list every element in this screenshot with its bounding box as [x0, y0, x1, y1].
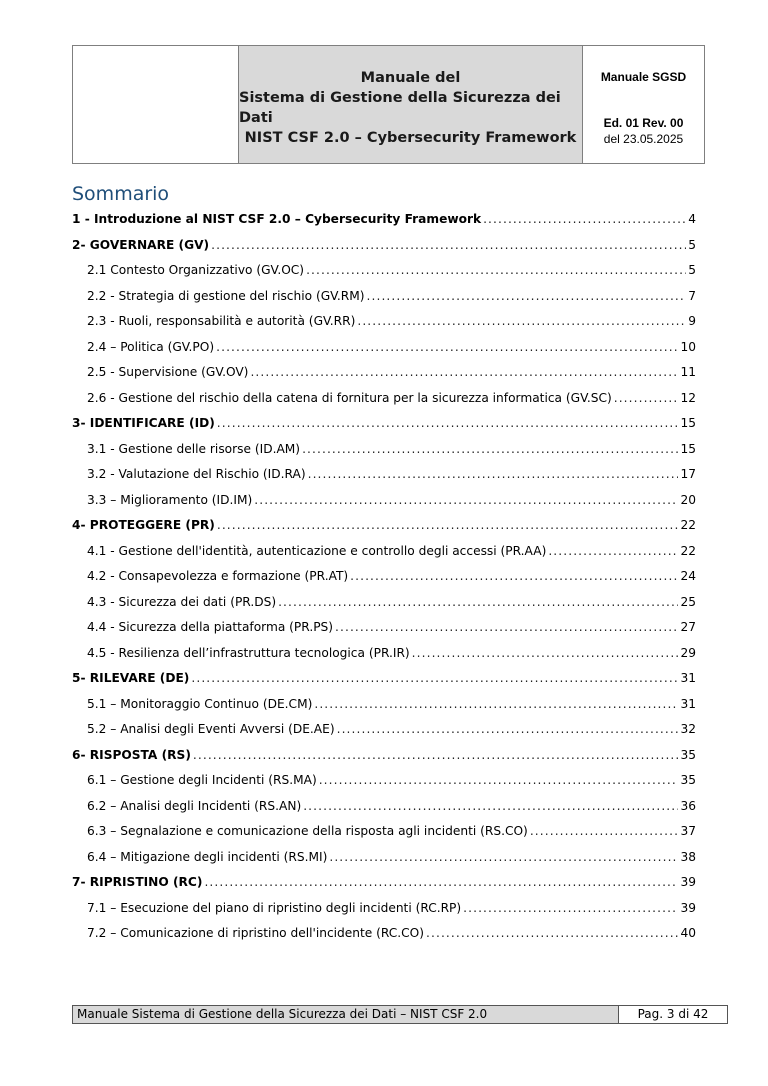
dot-leader — [250, 360, 678, 386]
dot-leader — [412, 641, 679, 667]
toc-entry-page: 5 — [688, 237, 696, 252]
toc-entry-page: 9 — [688, 314, 696, 328]
toc-entry-label: 6.2 – Analisi degli Incidenti (RS.AN) — [87, 798, 302, 813]
dot-leader — [211, 233, 686, 259]
table-of-contents — [72, 207, 696, 947]
toc-entry-page: 37 — [680, 824, 696, 838]
toc-entry-label: 4- PROTEGGERE (PR) — [72, 518, 215, 532]
toc-entry-label: 5.1 – Monitoraggio Continuo (DE.CM) — [87, 696, 313, 711]
toc-entry-label: 3- IDENTIFICARE (ID) — [72, 416, 215, 430]
toc-subsection-link[interactable] — [72, 335, 696, 361]
dot-leader — [319, 768, 679, 794]
dot-leader — [308, 462, 679, 488]
toc-entry-page: 25 — [680, 594, 696, 609]
toc-subsection-link[interactable] — [72, 615, 696, 641]
toc-entry-page: 22 — [680, 518, 696, 532]
dot-leader — [217, 513, 679, 539]
dot-leader — [191, 666, 678, 692]
toc-subsection-link[interactable] — [72, 564, 696, 590]
header-title-line: Sistema di Gestione della Sicurezza dei Dati — [239, 89, 561, 126]
toc-entry-label: 2.3 - Ruoli, responsabilità e autorità (GV.RR) — [87, 314, 356, 328]
toc-section-link[interactable] — [72, 666, 696, 692]
toc-subsection-link[interactable] — [72, 845, 696, 871]
toc-entry-label: 2.5 - Supervisione (GV.OV) — [87, 365, 249, 379]
toc-entry-label: 3.2 - Valutazione del Rischio (ID.RA) — [87, 467, 306, 481]
toc-entry-page: 38 — [680, 849, 696, 864]
toc-subsection-link[interactable] — [72, 590, 696, 616]
toc-entry-label: 6.1 – Gestione degli Incidenti (RS.MA) — [87, 773, 317, 787]
toc-title: Sommario — [72, 183, 170, 205]
dot-leader — [217, 411, 679, 437]
toc-entry-page: 15 — [680, 441, 696, 456]
toc-entry-label: 7- RIPRISTINO (RC) — [72, 875, 203, 889]
dot-leader — [350, 564, 678, 590]
toc-subsection-link[interactable] — [72, 768, 696, 794]
dot-leader — [335, 615, 678, 641]
dot-leader — [548, 539, 678, 565]
toc-entry-page: 17 — [680, 467, 696, 481]
toc-entry-page: 15 — [680, 416, 696, 430]
dot-leader — [306, 258, 686, 284]
toc-subsection-link[interactable] — [72, 819, 696, 845]
toc-entry-label: 7.1 – Esecuzione del piano di ripristino degli incidenti (RC.RP) — [87, 900, 462, 915]
dot-leader — [483, 207, 686, 233]
dot-leader — [367, 284, 687, 310]
edition-date: del 23.05.2025 — [603, 132, 684, 146]
document-header — [72, 45, 705, 164]
toc-entry-page: 12 — [680, 390, 696, 405]
dot-leader — [314, 692, 678, 718]
toc-section-link[interactable] — [72, 411, 696, 437]
toc-entry-page: 27 — [680, 620, 696, 634]
toc-entry-label: 6- RISPOSTA (RS) — [72, 747, 191, 762]
toc-subsection-link[interactable] — [72, 360, 696, 386]
header-title-line: Manuale del — [360, 69, 461, 86]
toc-entry-page: 4 — [688, 212, 696, 226]
toc-subsection-link[interactable] — [72, 896, 696, 922]
page-number: Pag. 3 di 42 — [637, 1007, 709, 1021]
toc-entry-label: 2- GOVERNARE (GV) — [72, 237, 210, 252]
toc-entry-page: 10 — [680, 339, 696, 354]
dot-leader — [614, 386, 679, 412]
toc-entry-label: 4.4 - Sicurezza della piattaforma (PR.PS) — [87, 620, 334, 634]
toc-entry-page: 11 — [680, 365, 696, 379]
toc-entry-label: 4.2 - Consapevolezza e formazione (PR.AT) — [87, 569, 349, 583]
toc-entry-label: 2.6 - Gestione del rischio della catena di fornitura per la sicurezza informatica (GV.SC) — [87, 390, 612, 405]
toc-subsection-link[interactable] — [72, 284, 696, 310]
header-title-line: NIST CSF 2.0 – Cybersecurity Framework — [244, 129, 577, 146]
toc-entry-page: 35 — [680, 773, 696, 787]
edition: Ed. 01 Rev. 00 — [603, 116, 684, 130]
toc-subsection-link[interactable] — [72, 437, 696, 463]
header-title — [239, 46, 583, 163]
toc-subsection-link[interactable] — [72, 641, 696, 667]
dot-leader — [302, 437, 678, 463]
toc-entry-page: 31 — [680, 671, 696, 685]
toc-entry-page: 40 — [680, 926, 696, 940]
toc-subsection-link[interactable] — [72, 921, 696, 947]
toc-entry-page: 39 — [680, 875, 696, 889]
header-meta — [583, 46, 704, 163]
footer-doc-title: Manuale Sistema di Gestione della Sicurezza dei Dati – NIST CSF 2.0 — [73, 1006, 619, 1023]
dot-leader — [426, 921, 678, 947]
toc-entry-label: 4.3 - Sicurezza dei dati (PR.DS) — [87, 594, 277, 609]
toc-subsection-link[interactable] — [72, 462, 696, 488]
toc-subsection-link[interactable] — [72, 488, 696, 514]
toc-subsection-link[interactable] — [72, 717, 696, 743]
toc-entry-label: 4.5 - Resilienza dell’infrastruttura tecnologica (PR.IR) — [87, 645, 410, 660]
dot-leader — [254, 488, 678, 514]
toc-entry-label: 3.3 – Miglioramento (ID.IM) — [87, 492, 253, 507]
toc-entry-label: 1 - Introduzione al NIST CSF 2.0 – Cybersecurity Framework — [72, 212, 482, 226]
dot-leader — [337, 717, 679, 743]
toc-section-link[interactable] — [72, 870, 696, 896]
document-footer — [72, 1005, 728, 1024]
dot-leader — [329, 845, 678, 871]
toc-section-link[interactable] — [72, 207, 696, 233]
toc-section-link[interactable] — [72, 233, 696, 259]
toc-entry-label: 2.1 Contesto Organizzativo (GV.OC) — [87, 263, 305, 277]
toc-entry-page: 22 — [680, 543, 696, 558]
toc-section-link[interactable] — [72, 513, 696, 539]
toc-entry-label: 4.1 - Gestione dell'identità, autenticazione e controllo degli accessi (PR.AA) — [87, 543, 547, 558]
doc-code: Manuale SGSD — [600, 70, 687, 84]
dot-leader — [303, 794, 678, 820]
toc-subsection-link[interactable] — [72, 692, 696, 718]
toc-subsection-link[interactable] — [72, 794, 696, 820]
toc-entry-page: 39 — [680, 900, 696, 915]
toc-entry-page: 29 — [680, 645, 696, 660]
toc-subsection-link[interactable] — [72, 258, 696, 284]
toc-entry-page: 31 — [680, 696, 696, 711]
dot-leader — [278, 590, 678, 616]
toc-entry-label: 5- RILEVARE (DE) — [72, 671, 190, 685]
toc-entry-page: 32 — [680, 722, 696, 736]
toc-entry-page: 36 — [680, 798, 696, 813]
toc-entry-label: 6.4 – Mitigazione degli incidenti (RS.MI) — [87, 849, 328, 864]
dot-leader — [357, 309, 686, 335]
toc-entry-page: 20 — [680, 492, 696, 507]
dot-leader — [193, 743, 679, 769]
toc-entry-label: 3.1 - Gestione delle risorse (ID.AM) — [87, 441, 301, 456]
logo-cell — [73, 46, 239, 163]
toc-entry-label: 5.2 – Analisi degli Eventi Avversi (DE.AE) — [87, 722, 335, 736]
dot-leader — [204, 870, 678, 896]
toc-subsection-link[interactable] — [72, 386, 696, 412]
toc-section-link[interactable] — [72, 743, 696, 769]
dot-leader — [463, 896, 678, 922]
dot-leader — [216, 335, 678, 361]
toc-entry-page: 5 — [688, 263, 696, 277]
dot-leader — [530, 819, 679, 845]
toc-entry-label: 7.2 – Comunicazione di ripristino dell'incidente (RC.CO) — [87, 926, 425, 940]
toc-entry-page: 35 — [680, 747, 696, 762]
toc-subsection-link[interactable] — [72, 539, 696, 565]
toc-subsection-link[interactable] — [72, 309, 696, 335]
toc-entry-page: 24 — [680, 569, 696, 583]
toc-entry-label: 2.2 - Strategia di gestione del rischio (GV.RM) — [87, 288, 365, 303]
toc-entry-label: 6.3 – Segnalazione e comunicazione della risposta agli incidenti (RS.CO) — [87, 824, 528, 838]
toc-entry-page: 7 — [688, 288, 696, 303]
toc-entry-label: 2.4 – Politica (GV.PO) — [87, 339, 215, 354]
